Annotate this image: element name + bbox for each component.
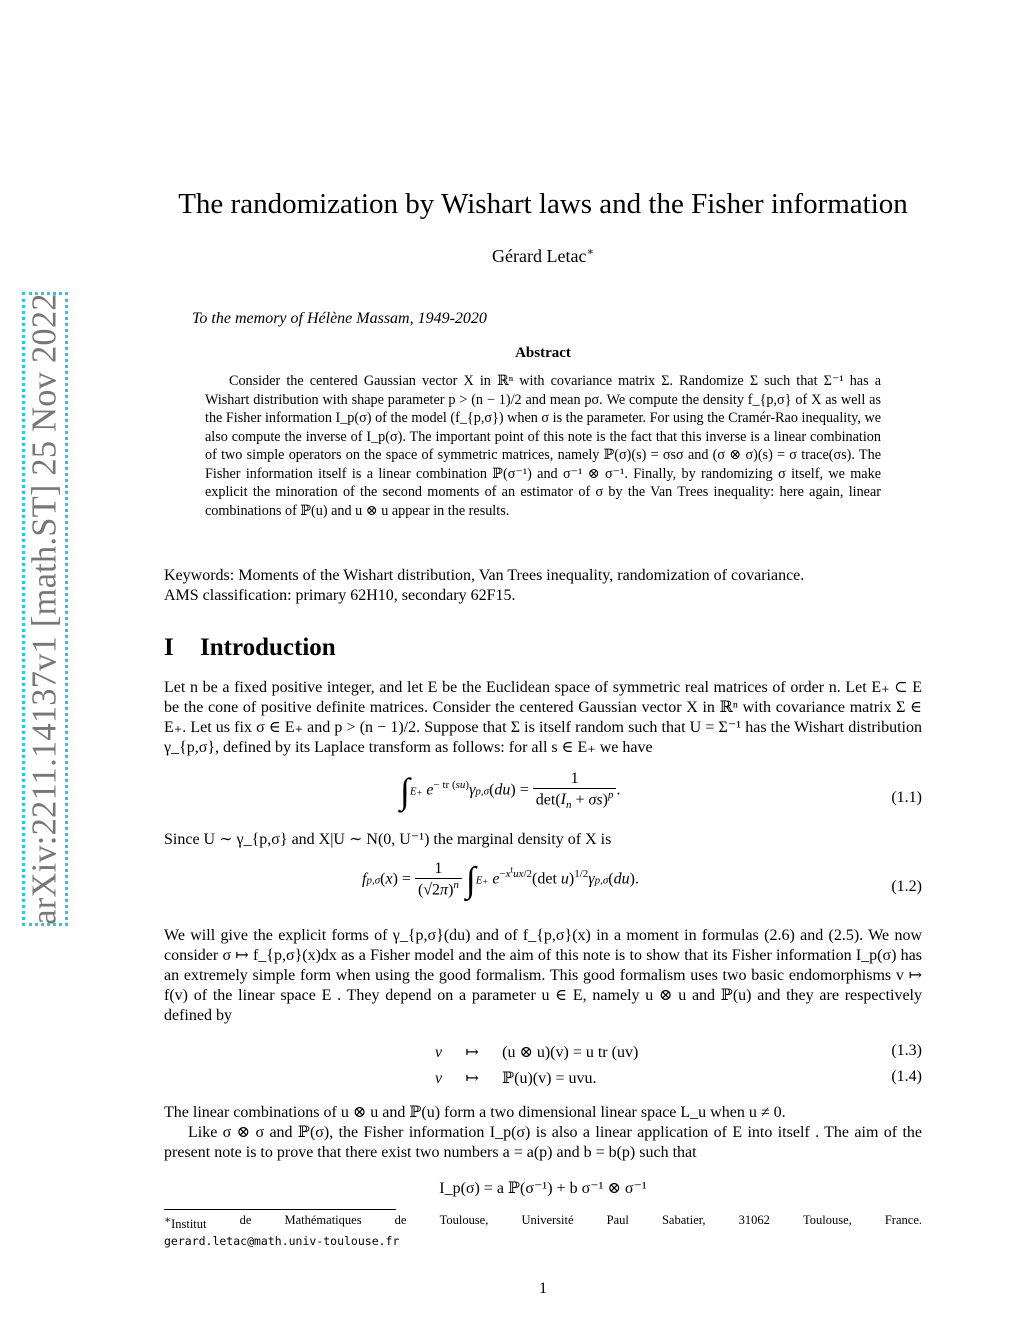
footnote-word: France. — [884, 1213, 922, 1227]
footnote — [164, 1212, 922, 1250]
abstract-heading: Abstract — [515, 345, 571, 361]
paragraph-2-text: We will give the explicit forms of γ_{p,σ}(du) and of f_{p,σ}(x) in a moment in formulas (2.6) and (2.5). We now consider σ ↦ f_{p,σ}(x)dx as a Fisher model and the aim of this note is to show that its Fisher information I_p(σ) has an extremely simple form when using the good formalism. This good formalism uses two basic endomorphisms v ↦ f(v) of the linear space E . They depend on a parameter u ∈ E, namely u ⊗ u and ℙ(u) and they are respectively defined by — [164, 927, 922, 1024]
paragraph-4-text: Like σ ⊗ σ and ℙ(σ), the Fisher information I_p(σ) is also a linear application of E into itself . The aim of the present note is to prove that there exist two numbers a = a(p) and b = b(p) such that — [164, 1124, 922, 1161]
keywords: Keywords: Moments of the Wishart distribution, Van Trees inequality, randomization of covariance. — [164, 567, 805, 584]
equation-number-1-3: (1.3) — [891, 1042, 922, 1059]
paragraph-2 — [164, 926, 922, 1026]
footnote-word: de — [394, 1213, 407, 1227]
footnote-word: de — [239, 1213, 252, 1227]
equation-number-1-2: (1.2) — [891, 878, 922, 895]
footnote-word: Toulouse, — [439, 1213, 489, 1227]
footnote-word: Paul — [606, 1213, 629, 1227]
footnote-word: Mathématiques — [284, 1213, 362, 1227]
eq-1-4-rhs: ℙ(u)(v) = uvu. — [502, 1070, 597, 1087]
paragraph-3 — [164, 1103, 922, 1163]
equation-number-1-1: (1.1) — [891, 789, 922, 806]
keywords-block — [164, 566, 922, 606]
footnote-word: Institut — [171, 1217, 207, 1232]
arxiv-identifier: arXiv:2211.14137v1 [math.ST] 25 Nov 2022 — [25, 293, 64, 925]
intro-paragraph — [164, 678, 922, 758]
footnote-word: Sabatier, — [661, 1213, 706, 1227]
page-number: 1 — [539, 1280, 547, 1297]
fisher-information-equation: I_p(σ) = a ℙ(σ⁻¹) + b σ⁻¹ ⊗ σ⁻¹ — [439, 1180, 647, 1197]
equation-number-1-4: (1.4) — [891, 1068, 922, 1085]
intro-text: Let n be a fixed positive integer, and let E be the Euclidean space of symmetric real matrices of order n. Let E₊ ⊂ E be the cone of positive definite matrices. Consider the centered Gaussian vector X in ℝⁿ with covariance matrix Σ ∈ E₊. Let us fix σ ∈ E₊ and p > (n − 1)/2. Suppose that Σ is itself random such that U = Σ⁻¹ has the Wishart distribution γ_{p,σ}, defined by its Laplace transform as follows: for all s ∈ E₊ we have — [164, 679, 922, 756]
arxiv-identifier-stamp — [22, 292, 68, 926]
author-name: Gérard Letac — [492, 246, 587, 266]
dedication: To the memory of Hélène Massam, 1949-2020 — [192, 310, 487, 327]
footnote-rule — [164, 1209, 396, 1210]
author-footnote-mark: ∗ — [586, 246, 594, 258]
eq-1-3-lhs: v — [435, 1044, 443, 1061]
equation-1-4 — [435, 1068, 596, 1088]
abstract-body — [205, 372, 881, 520]
footnote-word: 31062 — [738, 1213, 770, 1227]
equation-1-3 — [435, 1042, 638, 1062]
ams-classification: AMS classification: primary 62H10, secondary 62F15. — [164, 587, 516, 604]
section-title: Introduction — [200, 634, 336, 661]
equation-1-1: ∫E₊ $e^{- tr (su)}\gamma p,\sigma(du)$ = $\frac{1}{\det(I_n + \sigma s)^p}$ . — [400, 770, 621, 812]
section-heading — [164, 634, 336, 662]
author-email: gerard.letac@math.univ-toulouse.fr — [164, 1234, 400, 1249]
section-number: I — [164, 634, 174, 661]
marginal-density-sentence — [164, 830, 922, 850]
eq-1-3-arrow: ↦ — [465, 1044, 479, 1061]
paragraph-3-text: The linear combinations of u ⊗ u and ℙ(u) form a two dimensional linear space L_u when u ≠ 0. — [164, 1104, 786, 1121]
equation-1-2: fp,σ(x) = $\frac{1}{(√2\pi)^n}$ ∫E₊ $e^{-x^tux/2}(\det$ u)$^{1/2}$γp,σ(du). — [362, 859, 639, 900]
footnote-affiliation — [164, 1212, 922, 1233]
footnote-word: Toulouse, — [802, 1213, 852, 1227]
footnote-mark: ∗ — [164, 1215, 172, 1226]
eq-1-4-lhs: v — [435, 1070, 443, 1087]
eq-1-4-arrow: ↦ — [465, 1070, 479, 1087]
paper-title: The randomization by Wishart laws and the Fisher information — [178, 188, 908, 220]
marginal-text: Since U ∼ γ_{p,σ} and X|U ∼ N(0, U⁻¹) the marginal density of X is — [164, 831, 612, 848]
eq-1-3-rhs: (u ⊗ u)(v) = u tr (uv) — [502, 1044, 639, 1061]
abstract-text: Consider the centered Gaussian vector X in ℝⁿ with covariance matrix Σ. Randomize Σ such that Σ⁻¹ has a Wishart distribution with shape parameter p > (n − 1)/2 and mean pσ. We compute the density f_{p,σ} of X as well as the Fisher information I_p(σ) of the model (f_{p,σ}) when σ is the parameter. For using the Cramér-Rao inequality, we also compute the inverse of I_p(σ). The important point of this note is the fact that this inverse is a linear combination of two simple operators on the space of symmetric matrices, namely ℙ(σ)(s) = σsσ and (σ ⊗ σ)(s) = σ trace(σs). The Fisher information itself is a linear combination ℙ(σ⁻¹) and σ⁻¹ ⊗ σ⁻¹. Finally, by randomizing σ itself, we make explicit the minoration of the second moments of an estimator of σ by the Van Trees inequality: here again, linear combinations of ℙ(u) and u ⊗ u appear in the results. — [205, 373, 881, 519]
author — [0, 245, 1024, 267]
footnote-word: Université — [521, 1213, 574, 1227]
